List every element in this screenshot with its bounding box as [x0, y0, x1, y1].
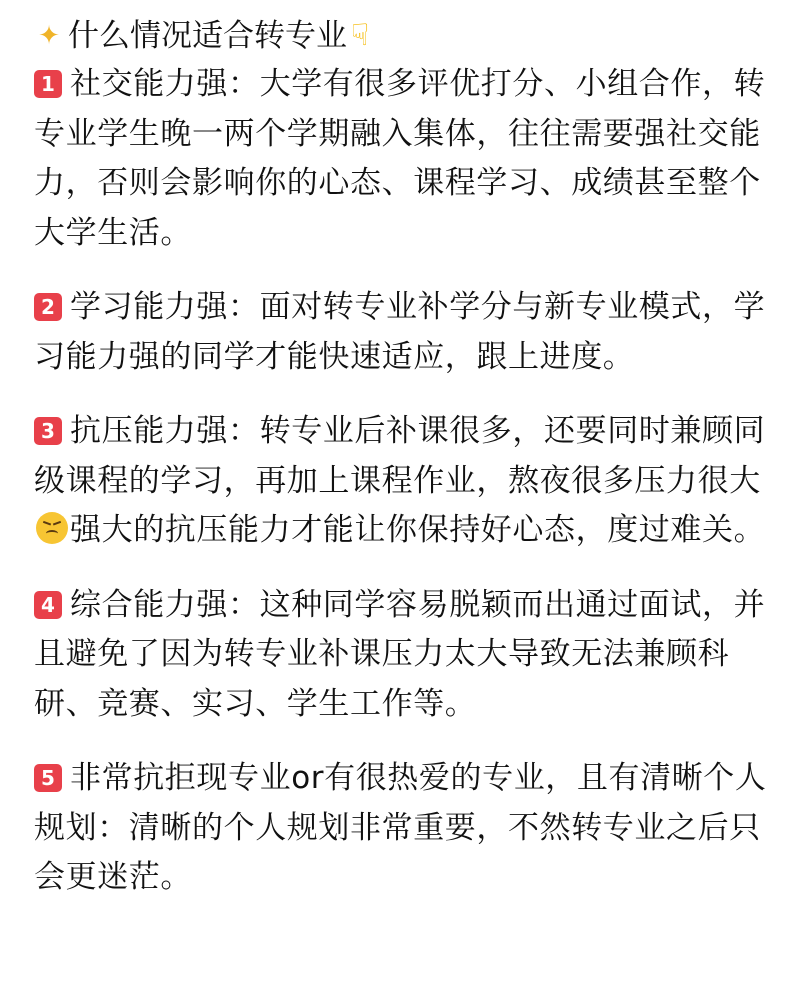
list-item-5	[34, 754, 774, 903]
list-item-1-text: 社交能力强：大学有很多评优打分、小组合作，转专业学生晚一两个学期融入集体，往往需要强社交能力，否则会影响你的心态、课程学习、成绩甚至整个大学生活。	[34, 66, 766, 251]
persevering-face-icon	[36, 512, 68, 544]
post-title-text: 什么情况适合转专业	[68, 18, 347, 54]
post-title	[34, 12, 774, 60]
list-item-5-text: 非常抗拒现专业or有很热爱的专业，且有清晰个人规划：清晰的个人规划非常重要，不然转专业之后只会更迷茫。	[34, 760, 767, 895]
list-item-1	[34, 60, 774, 258]
list-item-3-text-after: 强大的抗压能力才能让你保持好心态，度过难关。	[70, 512, 766, 548]
list-item-2	[34, 283, 774, 382]
sparkle-icon: ✦	[38, 21, 60, 51]
number-badge-5: 5	[34, 764, 62, 792]
list-item-2-text: 学习能力强：面对转专业补学分与新专业模式，学习能力强的同学才能快速适应，跟上进度。	[34, 289, 766, 375]
pointing-down-hand-icon: ☟	[351, 18, 370, 53]
list-item-4	[34, 581, 774, 730]
number-badge-4: 4	[34, 591, 62, 619]
list-item-3	[34, 407, 774, 556]
number-badge-2: 2	[34, 293, 62, 321]
list-item-3-text-before: 抗压能力强：转专业后补课很多，还要同时兼顾同级课程的学习，再加上课程作业，熬夜很多压力很大	[34, 413, 766, 499]
number-badge-3: 3	[34, 417, 62, 445]
list-item-4-text: 综合能力强：这种同学容易脱颖而出通过面试，并且避免了因为转专业补课压力太大导致无法兼顾科研、竞赛、实习、学生工作等。	[34, 586, 766, 722]
number-badge-1: 1	[34, 70, 62, 98]
